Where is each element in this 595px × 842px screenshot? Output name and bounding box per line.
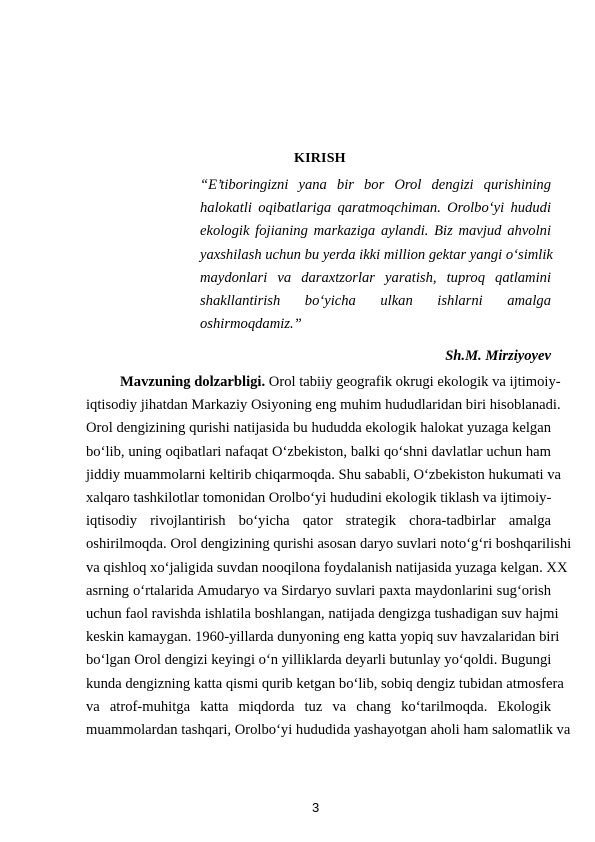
- body-line: muammolardan tashqari, Orolbo‘yi hududida yashayotgan aholi ham salomatlik va: [86, 722, 571, 739]
- epigraph-line: maydonlari va daraxtzorlar yaratish, tuproq qatlamini: [200, 269, 551, 286]
- body-line: iqtisodiy jihatdan Markaziy Osiyoning eng muhim hududlaridan biri hisoblanadi.: [86, 397, 561, 414]
- epigraph-line: shakllantirish bo‘yicha ulkan ishlarni amalga: [200, 293, 551, 310]
- epigraph-line: halokatli oqibatlariga qaratmoqchiman. Orolbo‘yi hududi: [200, 200, 551, 217]
- body-line: iqtisodiy rivojlantirish bo‘yicha qator strategik chora-tadbirlar amalga: [86, 513, 551, 530]
- epigraph-line: oshirmoqdamiz.”: [200, 316, 302, 333]
- section-heading: KIRISH: [294, 151, 346, 166]
- epigraph-quote: [200, 174, 551, 336]
- body-line: bo‘lgan Orol dengizi keyingi o‘n yilliklarda deyarli butunlay yo‘qoldi. Bugungi: [86, 652, 552, 669]
- lead-phrase: Mavzuning dolzarbligi.: [120, 374, 266, 390]
- body-line: oshirilmoqda. Orol dengizining qurishi asosan daryo suvlari noto‘g‘ri boshqarilishi: [86, 536, 572, 553]
- body-line: jiddiy muammolarni keltirib chiqarmoqda. Shu sababli, O‘zbekiston hukumati va: [86, 466, 562, 483]
- epigraph-author: Sh.M. Mirziyoyev: [445, 348, 551, 364]
- body-line: Orol dengizining qurishi natijasida bu hududda ekologik halokat yuzaga kelgan: [86, 420, 551, 437]
- body-line: asrning o‘rtalarida Amudaryo va Sirdaryo suvlari paxta maydonlarini sug‘orish: [86, 582, 551, 599]
- body-line: xalqaro tashkilotlar tomonidan Orolbo‘yi hududini ekologik tiklash va ijtimoiy-: [86, 490, 552, 507]
- body-first-line: [86, 371, 561, 394]
- body-line: bo‘lib, uning oqibatlari nafaqat O‘zbekiston, balki qo‘shni davlatlar uchun ham: [86, 443, 551, 460]
- epigraph-line: ekologik fojianing markaziga aylandi. Biz mavjud ahvolni: [200, 223, 551, 240]
- body-line: uchun faol ravishda ishlatila boshlangan, natijada dengizga tushadigan suv hajmi: [86, 606, 559, 623]
- epigraph-line: “E’tiboringizni yana bir bor Orol dengizi qurishining: [200, 177, 551, 193]
- body-line: kunda dengizning katta qismi qurib ketgan bo‘lib, sobiq dengiz tubidan atmosfera: [86, 675, 564, 692]
- page-number: 3: [312, 800, 320, 815]
- body-paragraph: [86, 371, 572, 742]
- body-line: va qishloq xo‘jaligida suvdan nooqilona foydalanish natijasida yuzaga kelgan. XX: [86, 559, 568, 576]
- epigraph-line: yaxshilash uchun bu yerda ikki million gektar yangi o‘simlik: [200, 246, 553, 263]
- body-line: keskin kamaygan. 1960-yillarda dunyoning eng katta yopiq suv havzalaridan biri: [86, 629, 560, 646]
- body-line: va atrof-muhitga katta miqdorda tuz va chang ko‘tarilmoqda. Ekologik: [86, 698, 551, 715]
- first-line-text: Orol tabiiy geografik okrugi ekologik va ijtimoiy-: [265, 374, 561, 390]
